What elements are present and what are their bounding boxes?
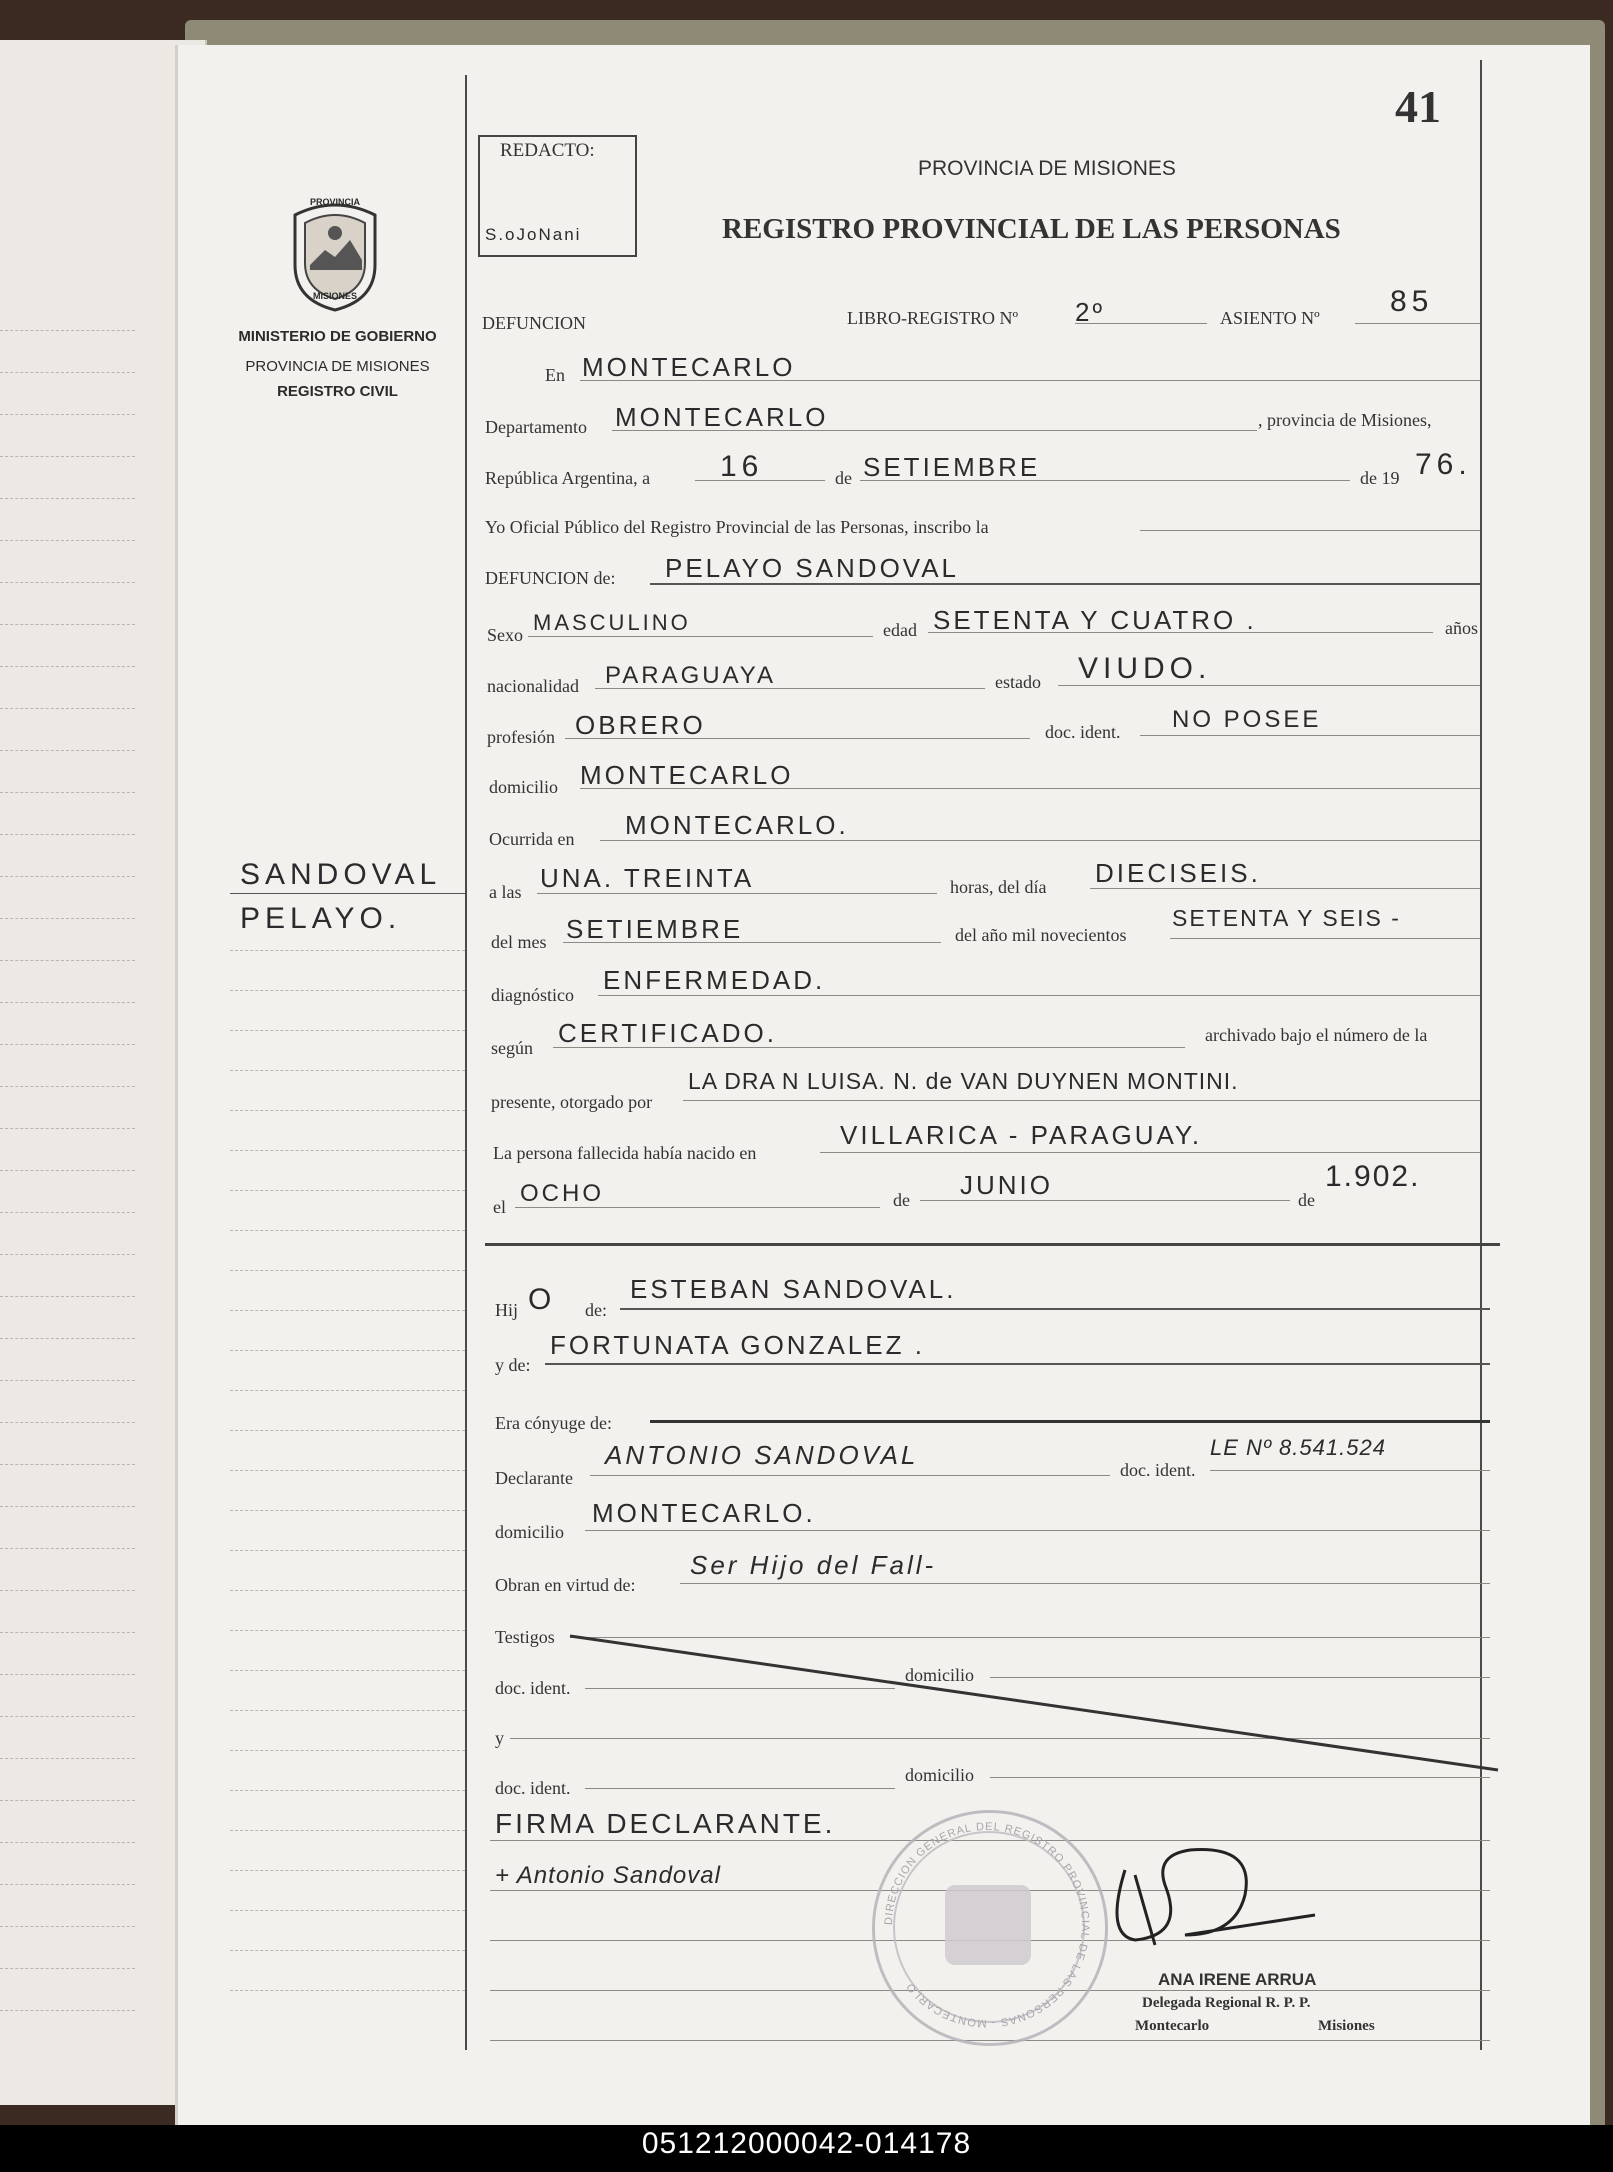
ano-nac-value: 1.902. (1325, 1160, 1421, 1193)
declarante-doc-label: doc. ident. (1120, 1460, 1196, 1480)
obran-value: Ser Hijo del Fall- (690, 1550, 937, 1580)
testigos-label: Testigos (495, 1627, 555, 1647)
redacto-label: REDACTO: (500, 140, 595, 161)
libro-label: LIBRO-REGISTRO Nº (847, 308, 1019, 328)
official-province: Misiones (1318, 2018, 1375, 2034)
edad-value: SETENTA Y CUATRO . (933, 605, 1257, 635)
en-label: En (545, 365, 565, 385)
declarante-label: Declarante (495, 1468, 573, 1488)
ministry-line-2: PROVINCIA DE MISIONES (245, 358, 430, 375)
sexo-value: MASCULINO (533, 610, 691, 635)
form-left-border (465, 75, 467, 2050)
ministry-line-3: REGISTRO CIVIL (277, 383, 398, 400)
edad-label: edad (883, 620, 917, 640)
defuncion-de-label: DEFUNCION de: (485, 568, 616, 588)
sexo-label: Sexo (487, 625, 523, 645)
anos-label: años (1445, 618, 1478, 638)
el-label: el (493, 1197, 506, 1217)
y-label: y (495, 1728, 504, 1748)
departamento-value: MONTECARLO (615, 402, 829, 432)
ministry-emblem-bottom-text: MISIONES (312, 291, 357, 301)
ocurrida-value: MONTECARLO. (625, 810, 849, 840)
asiento-value: 85 (1390, 285, 1434, 318)
de2-label: de (893, 1190, 910, 1210)
declarante-name: ANTONIO SANDOVAL (605, 1440, 919, 1470)
page-number: 41 (1395, 81, 1441, 132)
profesion-value: OBRERO (575, 710, 706, 740)
deceased-name: PELAYO SANDOVAL (665, 553, 960, 583)
diagnostico-value: ENFERMEDAD. (603, 965, 826, 995)
presente-value: LA DRA N LUISA. N. de VAN DUYNEN MONTINI. (688, 1068, 1239, 1094)
horas-label: horas, del día (950, 877, 1047, 897)
estado-value: VIUDO. (1078, 652, 1212, 685)
svg-text:DIRECCION GENERAL DEL REGISTRO: DIRECCION GENERAL DEL REGISTRO PROVINCIAL DE LAS PERSONAS - MONTECARLO (882, 1820, 1092, 2030)
father-de-label: de: (585, 1300, 607, 1320)
asiento-label: ASIENTO Nº (1220, 308, 1320, 328)
doc-ident-value: NO POSEE (1172, 706, 1322, 733)
month-value: SETIEMBRE (863, 452, 1041, 482)
image-id: 051212000042-014178 (641, 2127, 972, 2160)
de3-label: de (1298, 1190, 1315, 1210)
testigo1-domicilio-label: domicilio (905, 1665, 974, 1685)
conyuge-label: Era cónyuge de: (495, 1413, 612, 1433)
diagnostico-label: diagnóstico (491, 985, 574, 1005)
declarant-signature: + Antonio Sandoval (495, 1862, 721, 1889)
ocurrida-label: Ocurrida en (489, 829, 575, 849)
testigo2-domicilio-label: domicilio (905, 1765, 974, 1785)
republica-label: República Argentina, a (485, 468, 651, 488)
departamento-label: Departamento (485, 417, 587, 437)
testigo2-doc-label: doc. ident. (495, 1778, 571, 1798)
delmes-value: SETIEMBRE (566, 914, 744, 944)
de-label: de (835, 468, 852, 488)
father-name: ESTEBAN SANDOVAL. (630, 1274, 957, 1304)
obran-label: Obran en virtud de: (495, 1575, 636, 1595)
declarante-doc-value: LE Nº 8.541.524 (1210, 1435, 1386, 1460)
el-value: OCHO (520, 1180, 604, 1207)
nacido-label: La persona fallecida había nacido en (493, 1143, 757, 1163)
redacto-initials: S.oJoNani (485, 225, 582, 244)
nacionalidad-label: nacionalidad (487, 676, 579, 696)
official-signature (1095, 1815, 1325, 1955)
official-name: ANA IRENE ARRUA (1158, 1970, 1317, 1989)
mother-de-label: y de: (495, 1355, 531, 1375)
anomil-value: SETENTA Y SEIS - (1172, 905, 1401, 931)
doc-ident-label: doc. ident. (1045, 722, 1121, 742)
segun-label: según (491, 1038, 533, 1058)
mes-nac-value: JUNIO (960, 1170, 1053, 1200)
alas-label: a las (489, 882, 522, 902)
ministry-line-1: MINISTERIO DE GOBIERNO (238, 328, 437, 345)
estado-label: estado (995, 672, 1041, 692)
domicilio-label: domicilio (489, 777, 558, 797)
nacionalidad-value: PARAGUAYA (605, 662, 777, 689)
section-divider (485, 1243, 1500, 1246)
day-value: 16 (720, 450, 764, 483)
profesion-label: profesión (487, 727, 555, 747)
mother-name: FORTUNATA GONZALEZ . (550, 1330, 925, 1360)
firma-declarante-label: FIRMA DECLARANTE. (495, 1808, 836, 1839)
nacido-value: VILLARICA - PARAGUAY. (840, 1120, 1203, 1150)
province-heading: PROVINCIA DE MISIONES (918, 157, 1176, 180)
hij-label: Hij (495, 1300, 519, 1320)
en-value: MONTECARLO (582, 352, 796, 382)
ministry-emblem-top-text: PROVINCIA (309, 197, 360, 207)
presente-label: presente, otorgado por (491, 1092, 653, 1112)
official-stamp-text (872, 1810, 1102, 2040)
anomil-label: del año mil novecientos (955, 925, 1127, 945)
official-city: Montecarlo (1135, 2018, 1210, 2034)
year-label: de 19 (1360, 468, 1400, 488)
margin-note-name: PELAYO. (240, 902, 402, 935)
record-type: DEFUNCION (482, 313, 587, 333)
decl-domicilio-value: MONTECARLO. (592, 1498, 816, 1528)
alas-value: UNA. TREINTA (540, 863, 755, 893)
dia-value: DIECISEIS. (1095, 858, 1261, 888)
yo-oficial-text: Yo Oficial Público del Registro Provincial de las Personas, inscribo la (485, 517, 989, 537)
libro-value: 2º (1075, 297, 1105, 327)
registry-heading: REGISTRO PROVINCIAL DE LAS PERSONAS (722, 213, 1341, 245)
official-title: Delegada Regional R. P. P. (1142, 1995, 1311, 2011)
domicilio-value: MONTECARLO (580, 760, 794, 790)
year-value: 76. (1415, 448, 1472, 481)
delmes-label: del mes (491, 932, 547, 952)
decl-domicilio-label: domicilio (495, 1522, 564, 1542)
margin-note-surname: SANDOVAL (240, 858, 442, 891)
testigo1-doc-label: doc. ident. (495, 1678, 571, 1698)
segun-value: CERTIFICADO. (558, 1018, 777, 1048)
provincia-suffix: , provincia de Misiones, (1258, 410, 1432, 430)
archivado-label: archivado bajo el número de la (1205, 1025, 1428, 1045)
testigos-cancel-stroke (560, 1630, 1510, 1780)
hij-value: O (528, 1283, 557, 1316)
